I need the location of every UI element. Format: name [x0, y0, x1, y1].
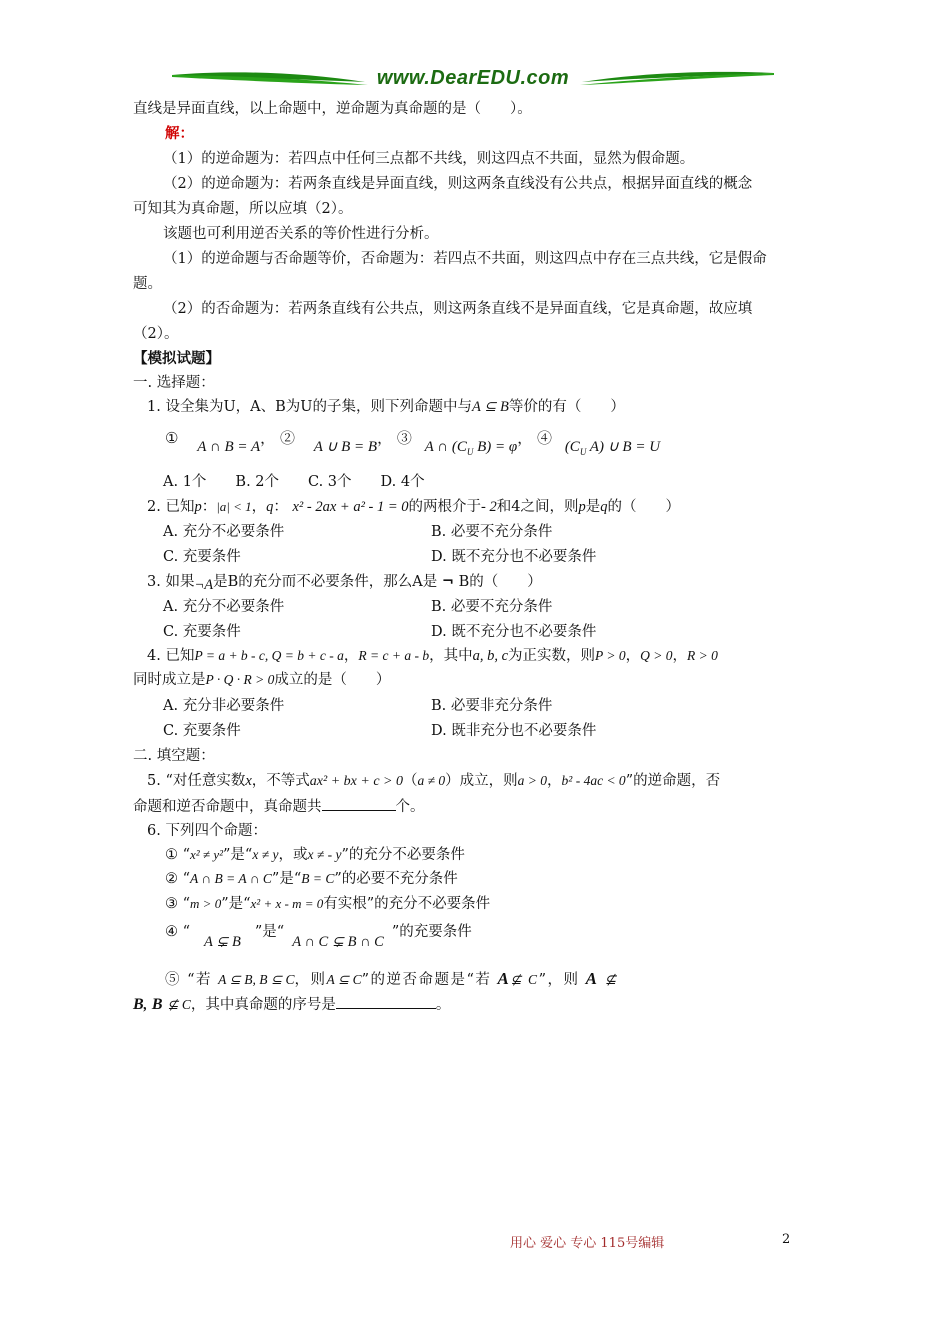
- solution-line: （1）的逆命题与否命题等价，否命题为：若四点不共面，则这四点中存在三点共线，它是假命: [163, 251, 767, 267]
- solution-line: 题。: [133, 276, 162, 292]
- intro-line: 直线是异面直线，以上命题中，逆命题为真命题的是（ ）。: [133, 101, 532, 117]
- q6-item-3: ③ “m > 0”是“x² + x - m = 0有实根”的充分不必要条件: [165, 896, 491, 912]
- page-number: 2: [782, 1232, 791, 1247]
- q1-choices: A. 1个 B. 2个 C. 3个 D. 4个: [163, 474, 425, 490]
- q6-item-5: ⑤ “若 A ⊆ B, B ⊆ C，则A ⊆ C”的逆否命题是“若 A⊈ C”，则 A ⊈: [165, 969, 618, 988]
- part1-title: 一. 选择题：: [133, 375, 215, 391]
- q6-item-1: ① “x² ≠ y²”是“x ≠ y，或x ≠ - y”的充分不必要条件: [165, 847, 465, 863]
- q2-option-c: C. 充要条件: [163, 549, 241, 565]
- q1-stem: 1. 设全集为U，A、B为U的子集，则下列命题中与A ⊆ B等价的有（ ）: [147, 399, 625, 415]
- q3-stem: 3. 如果¬A是B的充分而不必要条件，那么A是 ¬ B的（ ）: [147, 573, 542, 593]
- q5-answer-blank[interactable]: [322, 796, 396, 811]
- header-banner: [170, 66, 776, 96]
- q6-answer-blank[interactable]: [336, 994, 436, 1009]
- q3-option-a: A. 充分不必要条件: [163, 599, 285, 615]
- q6-stem: 6. 下列四个命题：: [147, 823, 267, 839]
- q2-option-b: B. 必要不充分条件: [431, 524, 553, 540]
- q5-stem: 5. “对任意实数x，不等式ax² + bx + c > 0（a ≠ 0）成立，则a > 0，b² - 4ac < 0”的逆命题，否: [147, 773, 721, 789]
- solution-line: （1）的逆命题为：若四点中任何三点都不共线，则这四点不共面，显然为假命题。: [163, 151, 695, 167]
- q4-option-d: D. 既非充分也不必要条件: [431, 723, 597, 739]
- solution-label: 解：: [165, 125, 194, 142]
- footer-text: 用心 爱心 专心 115号编辑: [510, 1236, 665, 1251]
- q2-option-a: A. 充分不必要条件: [163, 524, 285, 540]
- q5-line2: 命题和逆否命题中，真命题共 个。: [133, 796, 425, 817]
- q3-option-d: D. 既不充分也不必要条件: [431, 624, 597, 640]
- q2-option-d: D. 既不充分也不必要条件: [431, 549, 597, 565]
- part2-title: 二. 填空题：: [133, 748, 215, 764]
- q2-stem: 2. 已知p：|a| < 1，q： x² - 2ax + a² - 1 = 0的两根介于- 2和4之间，则p是q的（ ）: [147, 499, 680, 515]
- solution-line: （2）的逆命题为：若两条直线是异面直线，则这两条直线没有公共点，根据异面直线的概念: [163, 176, 753, 192]
- solution-line: （2）。: [133, 326, 179, 342]
- q6-item-4: ④ “A ⊊ B”是“A ∩ C ⊊ B ∩ C”的充要条件: [165, 924, 472, 950]
- solution-line: 可知其为真命题，所以应填（2）。: [133, 201, 353, 217]
- q4-option-c: C. 充要条件: [163, 723, 241, 739]
- q4-stem-line2: 同时成立是P · Q · R > 0成立的是（ ）: [133, 672, 391, 688]
- q4-option-a: A. 充分非必要条件: [163, 698, 285, 714]
- site-logo-text: www.DearEDU.com: [376, 67, 570, 89]
- solution-line: 该题也可利用逆否关系的等价性进行分析。: [163, 226, 439, 242]
- q1-options: ① A ∩ B = A， ② A ∪ B = B， ③ A ∩ ($C_U$ B) = φ， ④ ($C_U$ A) ∪ B = U: [165, 429, 661, 457]
- q4-stem: 4. 已知P = a + b - c, Q = b + c - a，R = c + a - b，其中a, b, c为正实数，则P > 0，Q > 0，R > 0: [147, 648, 718, 664]
- solution-line: （2）的否命题为：若两条直线有公共点，则这两条直线不是异面直线，它是真命题，故应填: [163, 301, 753, 317]
- q6-item-5-line2: B, B ⊈ C，其中真命题的序号是 。: [133, 996, 451, 1013]
- q4-option-b: B. 必要非充分条件: [431, 698, 553, 714]
- q3-option-b: B. 必要不充分条件: [431, 599, 553, 615]
- section-title: 【模拟试题】: [133, 350, 220, 367]
- q3-option-c: C. 充要条件: [163, 624, 241, 640]
- q6-item-2: ② “A ∩ B = A ∩ C”是“B = C”的必要不充分条件: [165, 871, 458, 887]
